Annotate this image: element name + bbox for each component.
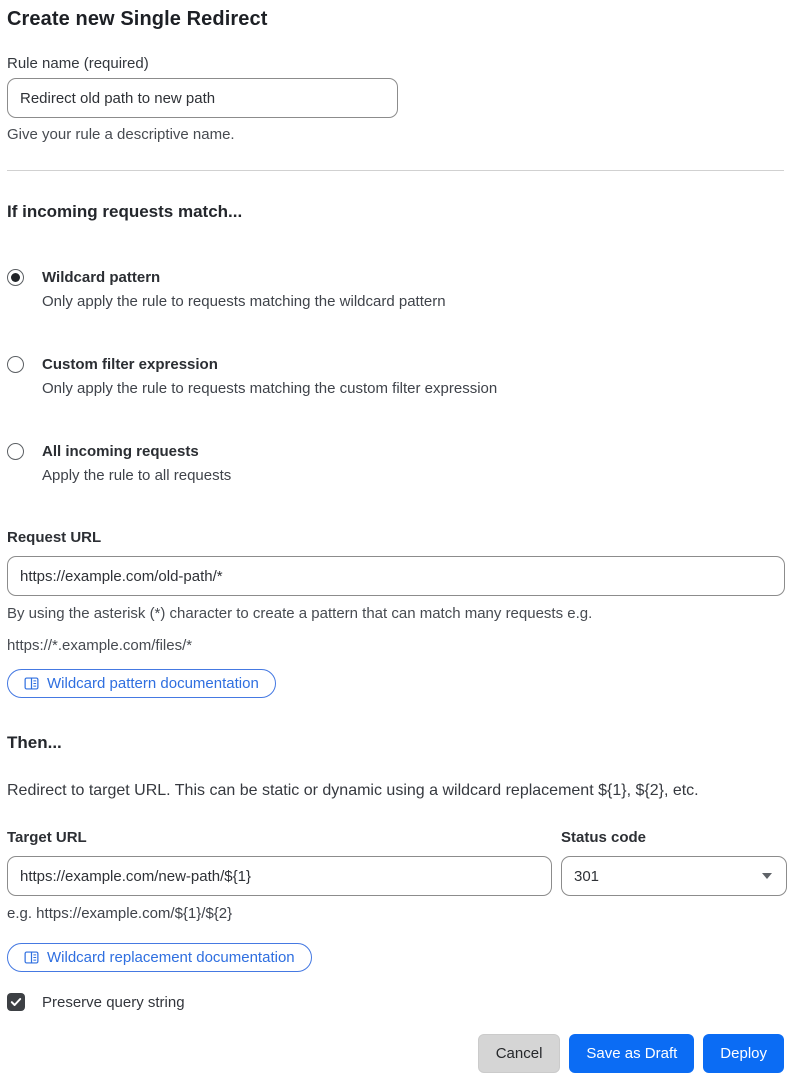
rule-name-input[interactable] [7,78,398,118]
wildcard-replacement-documentation-button[interactable] [7,943,312,972]
radio-option-text [42,267,446,312]
cancel-button[interactable]: Cancel [478,1034,561,1073]
footer-actions [7,1034,784,1073]
match-section-heading: If incoming requests match... [7,202,243,221]
status-code-value: 301 [574,867,600,885]
radio-option-custom-filter-expression[interactable] [7,354,784,399]
radio-option-text [42,441,231,486]
deploy-button[interactable]: Deploy [703,1034,784,1073]
radio-button-icon[interactable] [7,269,24,286]
target-url-help: e.g. https://example.com/${1}/${2} [7,905,233,922]
preserve-query-string-option[interactable] [7,993,784,1011]
doc-button-label: Wildcard replacement documentation [47,949,295,966]
then-section-heading: Then... [7,733,62,752]
radio-option-description: Only apply the rule to requests matching the custom filter expression [42,380,498,397]
request-url-field [7,528,784,656]
save-as-draft-button[interactable]: Save as Draft [569,1034,694,1073]
status-code-label: Status code [561,829,647,846]
target-url-field [7,828,552,923]
radio-option-wildcard-pattern[interactable] [7,267,784,312]
rule-name-help: Give your rule a descriptive name. [7,126,235,143]
doc-button-label: Wildcard pattern documentation [47,675,259,692]
rule-name-label: Rule name (required) [7,55,149,72]
radio-option-label: Wildcard pattern [42,269,161,286]
page-title: Create new Single Redirect [7,8,268,30]
chevron-down-icon [762,873,772,879]
request-url-label: Request URL [7,529,102,546]
radio-option-description: Only apply the rule to requests matching the wildcard pattern [42,293,446,310]
radio-button-icon[interactable] [7,443,24,460]
wildcard-pattern-documentation-button[interactable] [7,669,276,698]
status-code-field [561,828,787,923]
book-icon [24,950,39,965]
radio-option-all-incoming-requests[interactable] [7,441,784,486]
request-url-help-line1: By using the asterisk (*) character to create a pattern that can match many requests e.g. [7,605,593,622]
then-section-description: Redirect to target URL. This can be static or dynamic using a wildcard replacement ${1}, ${2}, etc. [7,782,699,799]
radio-button-icon[interactable] [7,356,24,373]
radio-option-description: Apply the rule to all requests [42,467,232,484]
radio-option-text [42,354,497,399]
request-url-input[interactable] [7,556,785,596]
checkbox-checked-icon[interactable] [7,993,25,1011]
target-url-input[interactable] [7,856,552,896]
request-url-help [7,603,784,656]
target-url-label: Target URL [7,829,87,846]
target-row [7,828,784,923]
preserve-query-string-label: Preserve query string [42,993,185,1011]
section-divider [7,170,784,171]
radio-option-label: Custom filter expression [42,356,218,373]
book-icon [24,676,39,691]
request-url-help-line2: https://*.example.com/files/* [7,637,193,654]
radio-option-label: All incoming requests [42,443,199,460]
status-code-select[interactable] [561,856,787,896]
